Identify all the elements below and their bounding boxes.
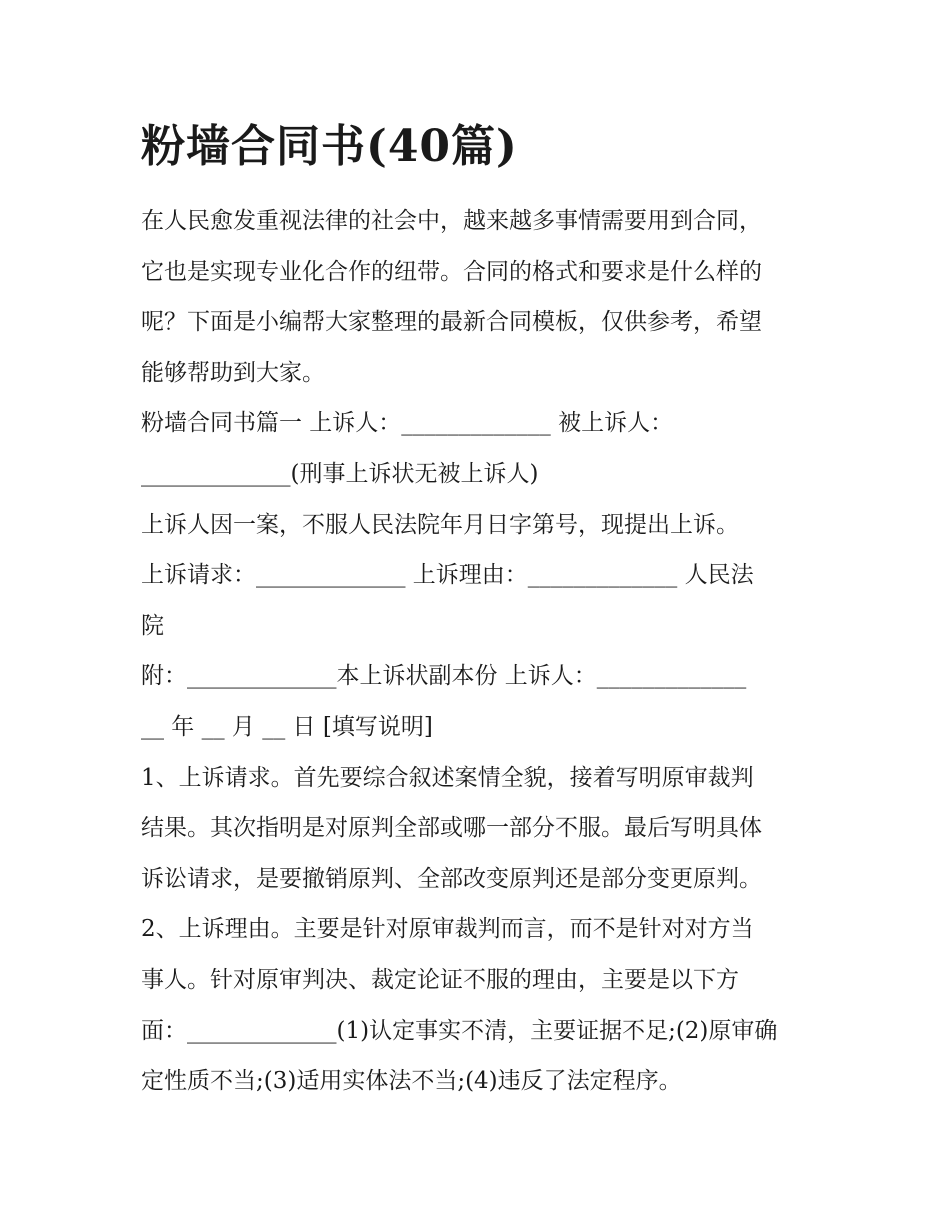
body-line: 上诉请求：_____________ 上诉理由：_____________ 人民法 <box>141 562 754 589</box>
body-line: 面：_____________(1)认定事实不清，主要证据不足;(2)原审确 <box>141 1017 778 1044</box>
body-line: 粉墙合同书篇一 上诉人：_____________ 被上诉人： <box>141 410 674 437</box>
document-title: 粉墙合同书(40篇) <box>141 121 518 172</box>
body-line: 事人。针对原审判决、裁定论证不服的理由，主要是以下方 <box>141 966 739 993</box>
body-line: __ 年 __ 月 __ 日 [填写说明] <box>141 713 433 740</box>
document-page <box>141 118 821 1107</box>
body-line: 在人民愈发重视法律的社会中，越来越多事情需要用到合同， <box>141 208 762 234</box>
body-line: 能够帮助到大家。 <box>141 359 325 386</box>
body-line: 定性质不当;(3)适用实体法不当;(4)违反了法定程序。 <box>141 1068 682 1095</box>
body-line: 1、上诉请求。首先要综合叙述案情全貌，接着写明原审裁判 <box>141 764 754 791</box>
body-line: 院 <box>141 612 164 639</box>
body-line: 2、上诉理由。主要是针对原审裁判而言，而不是针对对方当 <box>141 916 754 943</box>
body-line: 呢？下面是小编帮大家整理的最新合同模板，仅供参考，希望 <box>141 309 762 336</box>
body-line: 附：_____________本上诉状副本份 上诉人：_____________ <box>141 663 747 690</box>
body-line: 它也是实现专业化合作的纽带。合同的格式和要求是什么样的 <box>141 258 762 285</box>
body-line: 结果。其次指明是对原判全部或哪一部分不服。最后写明具体 <box>141 815 762 842</box>
body-line: 上诉人因一案，不服人民法院年月日字第号，现提出上诉。 <box>141 511 739 538</box>
document-body <box>141 196 821 1107</box>
body-line: _____________(刑事上诉状无被上诉人) <box>141 460 539 487</box>
body-line: 诉讼请求，是要撤销原判、全部改变原判还是部分变更原判。 <box>141 865 762 892</box>
